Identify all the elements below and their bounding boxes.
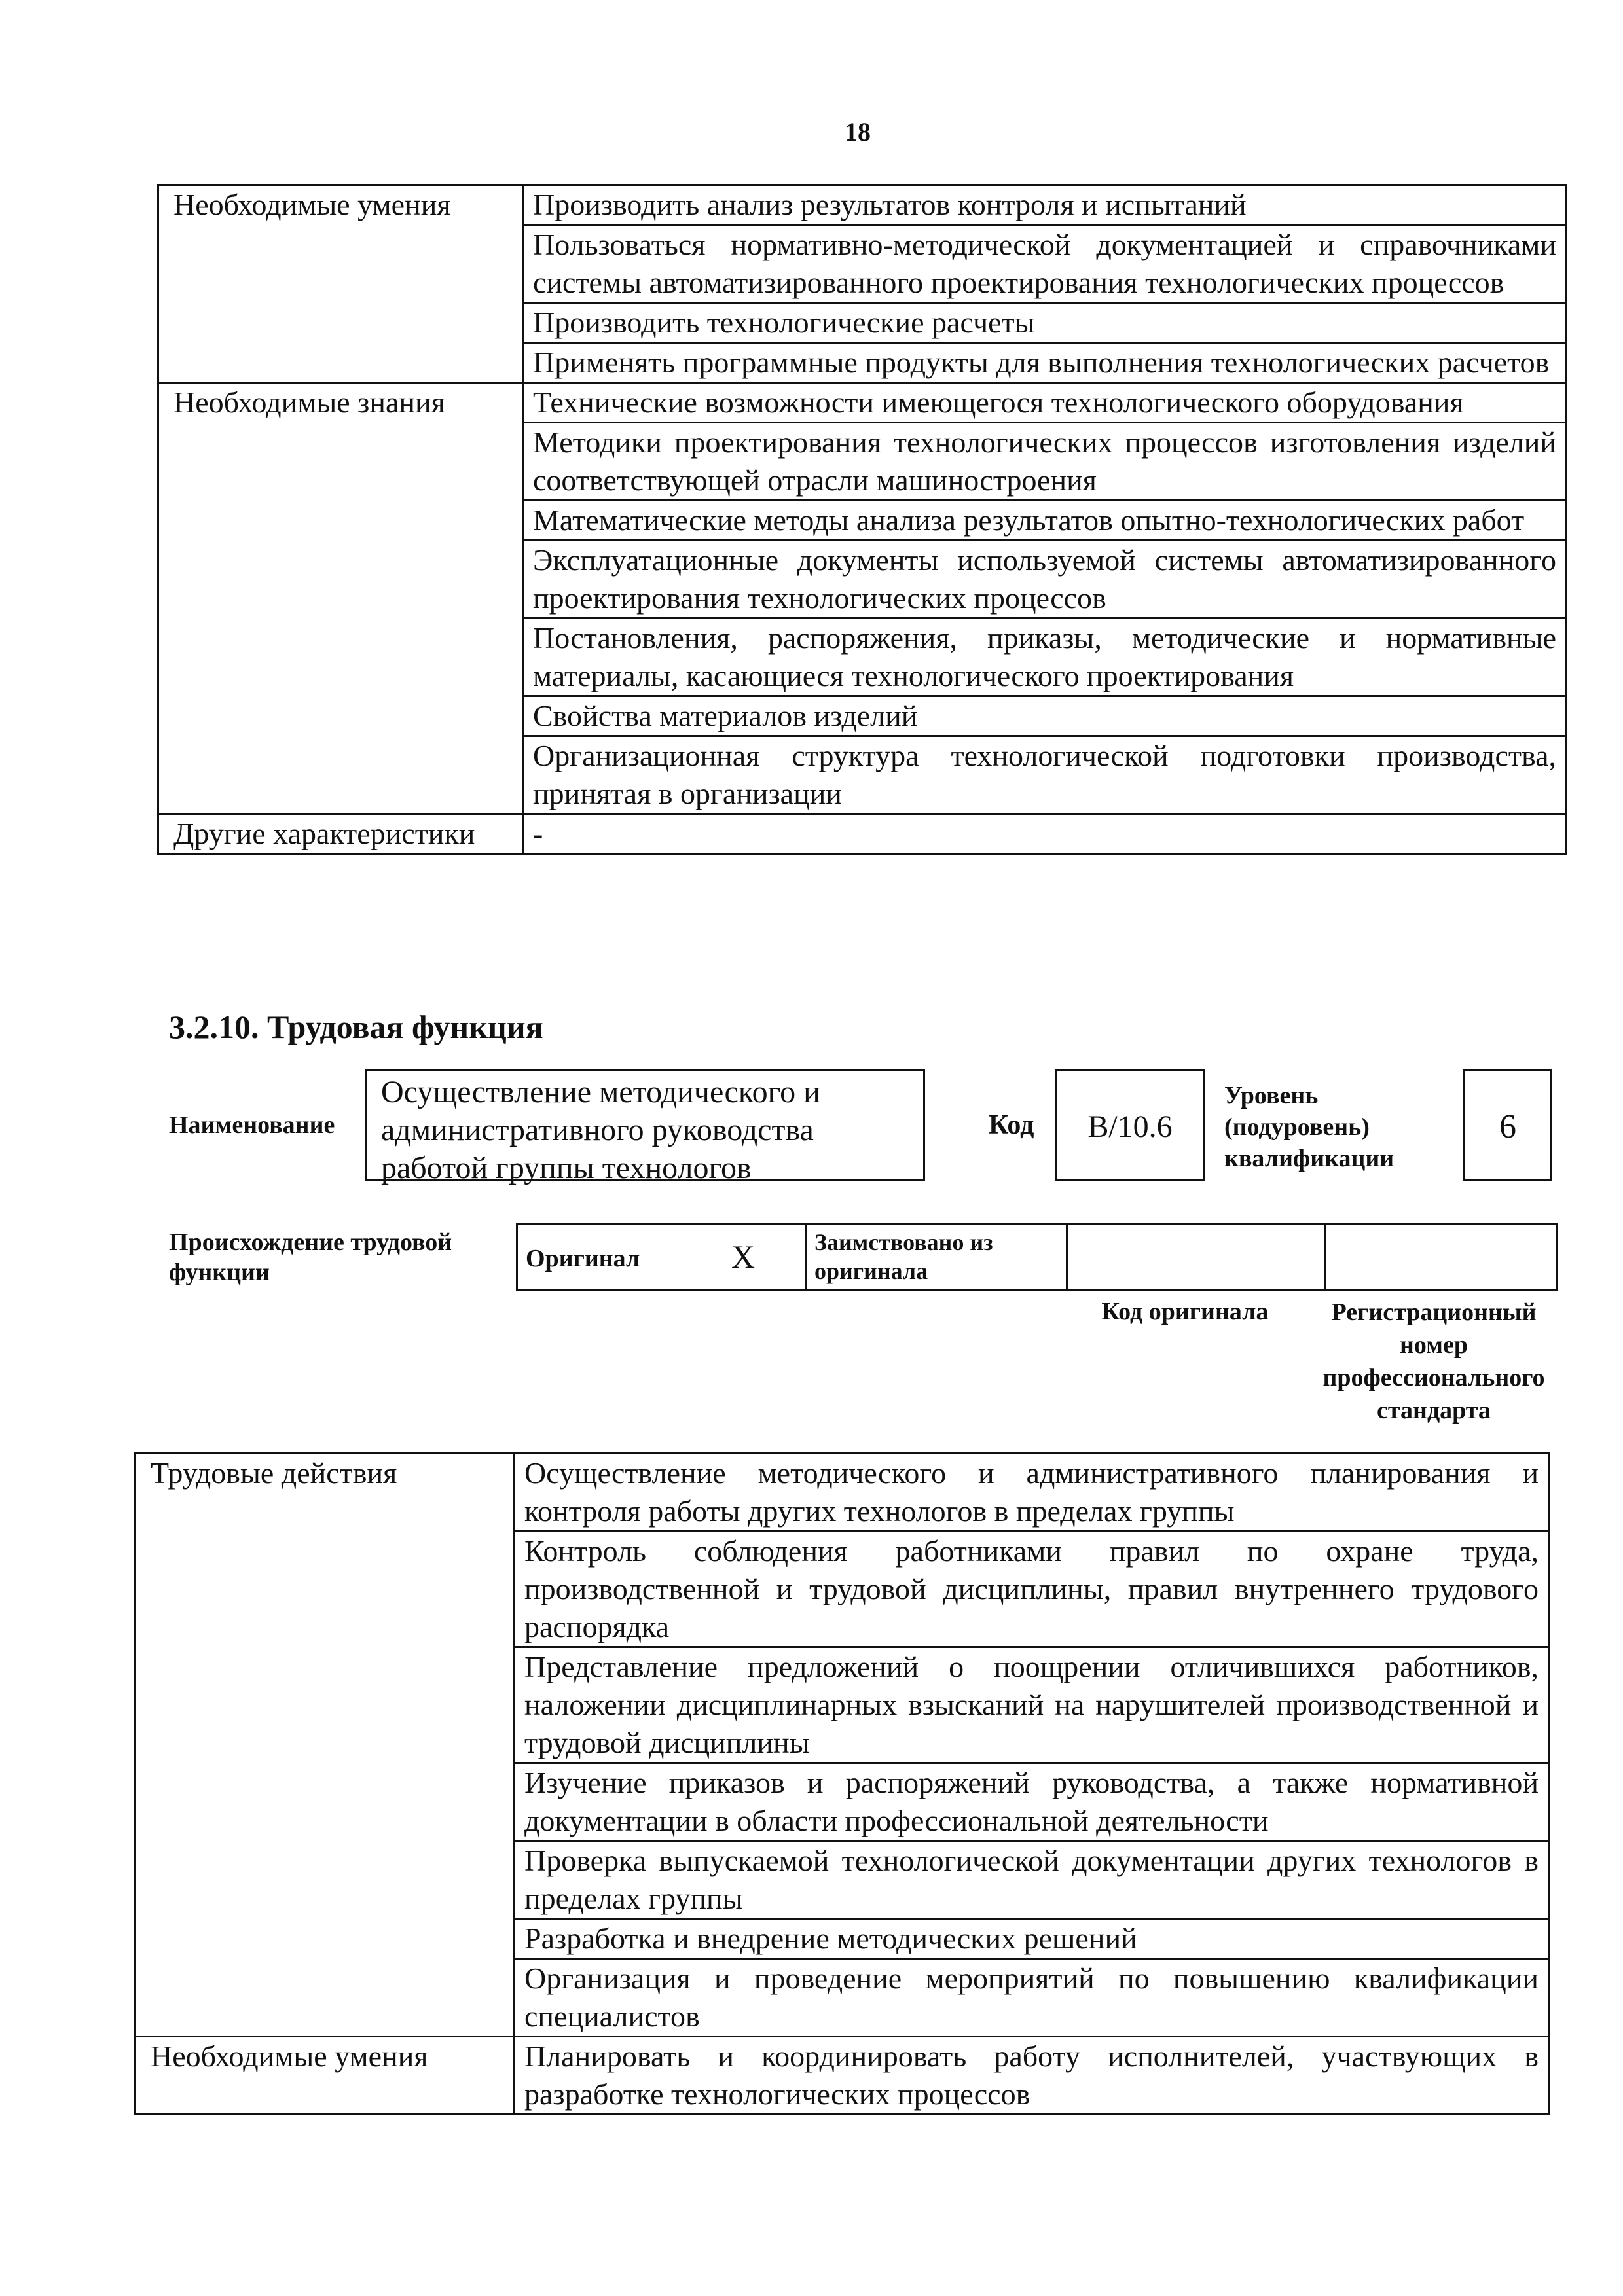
labor-actions-table: [134, 1452, 1550, 2115]
table-cell: Применять программные продукты для выполнения технологических расчетов: [523, 343, 1567, 383]
original-mark: X: [723, 1224, 806, 1290]
table-cell: Изучение приказов и распоряжений руководства, а также нормативной документации в области профессиональной деятельности: [515, 1763, 1549, 1841]
borrowed-label: Заимствовано из оригинала: [806, 1224, 1067, 1290]
table-cell: Математические методы анализа результатов опытно-технологических работ: [523, 501, 1567, 541]
table-cell: Технические возможности имеющегося технологического оборудования: [523, 383, 1567, 423]
function-name-box: Осуществление методического и административного руководства работой группы технологов: [365, 1069, 925, 1181]
reg-number-cell: [1326, 1224, 1558, 1290]
table-cell: Пользоваться нормативно-методической документацией и справочниками системы автоматизированного проектирования технологических процессов: [523, 225, 1567, 303]
skills-knowledge-table: [157, 184, 1567, 855]
origin-label: Происхождение трудовой функции: [169, 1229, 452, 1286]
table-cell: Эксплуатационные документы используемой системы автоматизированного проектирования технологических процессов: [523, 541, 1567, 619]
code-label: Код: [989, 1110, 1034, 1140]
table-cell: Методики проектирования технологических процессов изготовления изделий соответствующей отрасли машиностроения: [523, 423, 1567, 501]
section-title: 3.2.10. Трудовая функция: [169, 1009, 543, 1045]
row-label: Необходимые знания: [158, 383, 523, 814]
table-cell: Организационная структура технологической подготовки производства, принятая в организации: [523, 736, 1567, 814]
origin-table: [516, 1223, 1558, 1291]
original-code-cell: [1067, 1224, 1326, 1290]
code-caption: Код оригинала: [1101, 1298, 1269, 1325]
row-label: Необходимые умения: [158, 185, 523, 383]
table-cell: Контроль соблюдения работниками правил по охране труда, производственной и трудовой дисциплины, правил внутреннего трудового распорядка: [515, 1532, 1549, 1647]
row-label: Другие характеристики: [158, 814, 523, 854]
table-cell: Производить анализ результатов контроля и испытаний: [523, 185, 1567, 225]
table-cell: Производить технологические расчеты: [523, 303, 1567, 343]
table-cell: Планировать и координировать работу исполнителей, участвующих в разработке технологических процессов: [515, 2037, 1549, 2115]
table-cell: Свойства материалов изделий: [523, 696, 1567, 736]
page-number: 18: [845, 117, 871, 147]
row-label: Трудовые действия: [136, 1454, 515, 2037]
table-cell: Представление предложений о поощрении отличившихся работников, наложении дисциплинарных взысканий на нарушителей производственной и трудовой дисциплины: [515, 1647, 1549, 1763]
original-label: Оригинал: [526, 1245, 640, 1272]
reg-caption: Регистрационный номер профессионального стандарта: [1322, 1299, 1545, 1424]
level-label: Уровень (подуровень) квалификации: [1224, 1082, 1395, 1172]
table-cell: Организация и проведение мероприятий по повышению квалификации специалистов: [515, 1959, 1549, 2037]
level-box: 6: [1463, 1069, 1552, 1181]
table-cell: Осуществление методического и административного планирования и контроля работы других технологов в пределах группы: [515, 1454, 1549, 1532]
table-cell: Проверка выпускаемой технологической документации других технологов в пределах группы: [515, 1841, 1549, 1919]
table-cell: Разработка и внедрение методических решений: [515, 1919, 1549, 1959]
row-label: Необходимые умения: [136, 2037, 515, 2115]
name-label: Наименование: [169, 1111, 335, 1139]
table-cell: -: [523, 814, 1567, 854]
original-cell: [517, 1224, 724, 1290]
code-box: B/10.6: [1055, 1069, 1205, 1181]
table-cell: Постановления, распоряжения, приказы, методические и нормативные материалы, касающиеся технологического проектирования: [523, 619, 1567, 696]
